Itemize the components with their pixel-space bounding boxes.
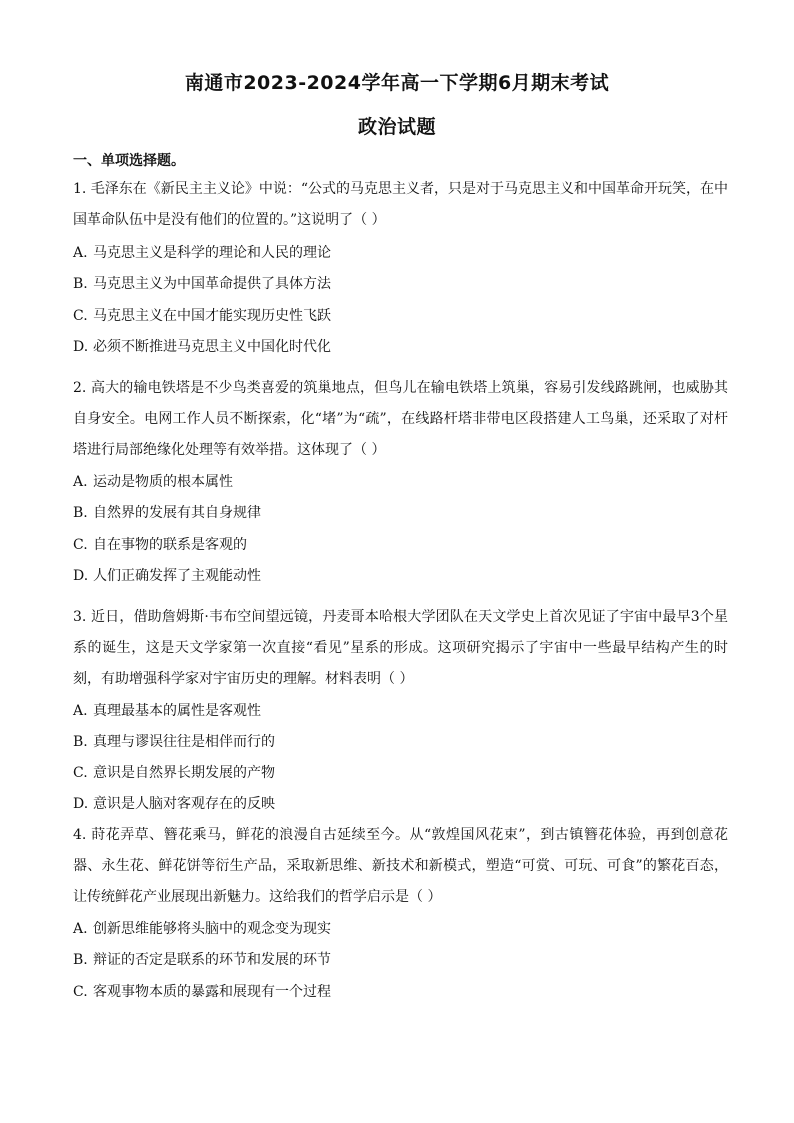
question-2-option-a[interactable] bbox=[73, 472, 233, 492]
option-text: 意识是自然界长期发展的产物 bbox=[93, 765, 275, 781]
option-letter: A. bbox=[73, 703, 88, 719]
question-4-stem: 4. 莳花弄草、簪花乘马，鲜花的浪漫自古延续至今。从“敦煌国风花束”，到古镇簪花体验，再到创意花器、永生花、鲜花饼等衍生产品，采取新思维、新技术和新模式，塑造“可赏、可玩、可食”的繁花百态，让传统鲜花产业展现出新魅力。这给我们的哲学启示是（ ） bbox=[73, 827, 728, 905]
option-text: 客观事物本质的暴露和展现有一个过程 bbox=[93, 984, 331, 1000]
option-letter: B. bbox=[73, 276, 88, 292]
exam-subject: 政治试题 bbox=[357, 116, 436, 138]
option-letter: B. bbox=[73, 734, 88, 750]
question-1-option-c[interactable] bbox=[73, 306, 331, 326]
option-letter: C. bbox=[73, 537, 88, 553]
option-text: 辩证的否定是联系的环节和发展的环节 bbox=[93, 952, 331, 968]
option-letter: D. bbox=[73, 796, 89, 812]
question-3-option-d[interactable] bbox=[73, 794, 275, 814]
option-letter: A. bbox=[73, 245, 88, 261]
option-letter: C. bbox=[73, 308, 88, 324]
question-4-option-a[interactable] bbox=[73, 919, 331, 939]
option-letter: B. bbox=[73, 952, 88, 968]
option-letter: C. bbox=[73, 984, 88, 1000]
question-1-option-b[interactable] bbox=[73, 274, 331, 294]
option-text: 必须不断推进马克思主义中国化时代化 bbox=[93, 339, 331, 355]
option-text: 真理与谬误往往是相伴而行的 bbox=[93, 734, 275, 750]
option-letter: A. bbox=[73, 474, 88, 490]
option-text: 马克思主义在中国才能实现历史性飞跃 bbox=[93, 308, 331, 324]
question-4-option-b[interactable] bbox=[73, 950, 331, 970]
question-1-option-a[interactable] bbox=[73, 243, 331, 263]
option-text: 自在事物的联系是客观的 bbox=[93, 537, 247, 553]
option-text: 真理最基本的属性是客观性 bbox=[93, 703, 261, 719]
option-letter: D. bbox=[73, 339, 89, 355]
question-3-stem: 3. 近日，借助詹姆斯·韦布空间望远镜，丹麦哥本哈根大学团队在天文学史上首次见证了宇宙中最早3个星系的诞生，这是天文学家第一次直接“看见”星系的形成。这项研究揭示了宇宙中一些最早结构产生的时刻，有助增强科学家对宇宙历史的理解。材料表明（ ） bbox=[73, 609, 728, 687]
option-letter: A. bbox=[73, 921, 88, 937]
question-2-option-c[interactable] bbox=[73, 535, 247, 555]
question-1-option-d[interactable] bbox=[73, 337, 331, 357]
question-3-option-a[interactable] bbox=[73, 701, 261, 721]
question-1-stem: 1. 毛泽东在《新民主主义论》中说：“公式的马克思主义者，只是对于马克思主义和中国革命开玩笑，在中国革命队伍中是没有他们的位置的。”这说明了（ ） bbox=[73, 181, 728, 228]
section-heading: 一、单项选择题。 bbox=[73, 153, 185, 169]
question-3-option-c[interactable] bbox=[73, 763, 275, 783]
option-text: 意识是人脑对客观存在的反映 bbox=[93, 796, 275, 812]
option-text: 运动是物质的根本属性 bbox=[93, 474, 233, 490]
option-letter: D. bbox=[73, 568, 89, 584]
option-text: 自然界的发展有其自身规律 bbox=[93, 505, 261, 521]
question-4-option-c[interactable] bbox=[73, 982, 331, 1002]
option-text: 马克思主义是科学的理论和人民的理论 bbox=[93, 245, 331, 261]
question-2-option-b[interactable] bbox=[73, 503, 261, 523]
question-3-option-b[interactable] bbox=[73, 732, 275, 752]
exam-title: 南通市2023-2024学年高一下学期6月期末考试 bbox=[184, 72, 610, 94]
option-letter: C. bbox=[73, 765, 88, 781]
option-text: 马克思主义为中国革命提供了具体方法 bbox=[93, 276, 331, 292]
option-letter: B. bbox=[73, 505, 88, 521]
option-text: 创新思维能够将头脑中的观念变为现实 bbox=[93, 921, 331, 937]
option-text: 人们正确发挥了主观能动性 bbox=[93, 568, 261, 584]
question-2-stem: 2. 高大的输电铁塔是不少鸟类喜爱的筑巢地点，但鸟儿在输电铁塔上筑巢，容易引发线路跳闸，也威胁其自身安全。电网工作人员不断探索，化“堵”为“疏”，在线路杆塔非带电区段搭建人工鸟巢，还采取了对杆塔进行局部绝缘化处理等有效举措。这体现了（ ） bbox=[73, 380, 728, 458]
question-2-option-d[interactable] bbox=[73, 566, 261, 586]
